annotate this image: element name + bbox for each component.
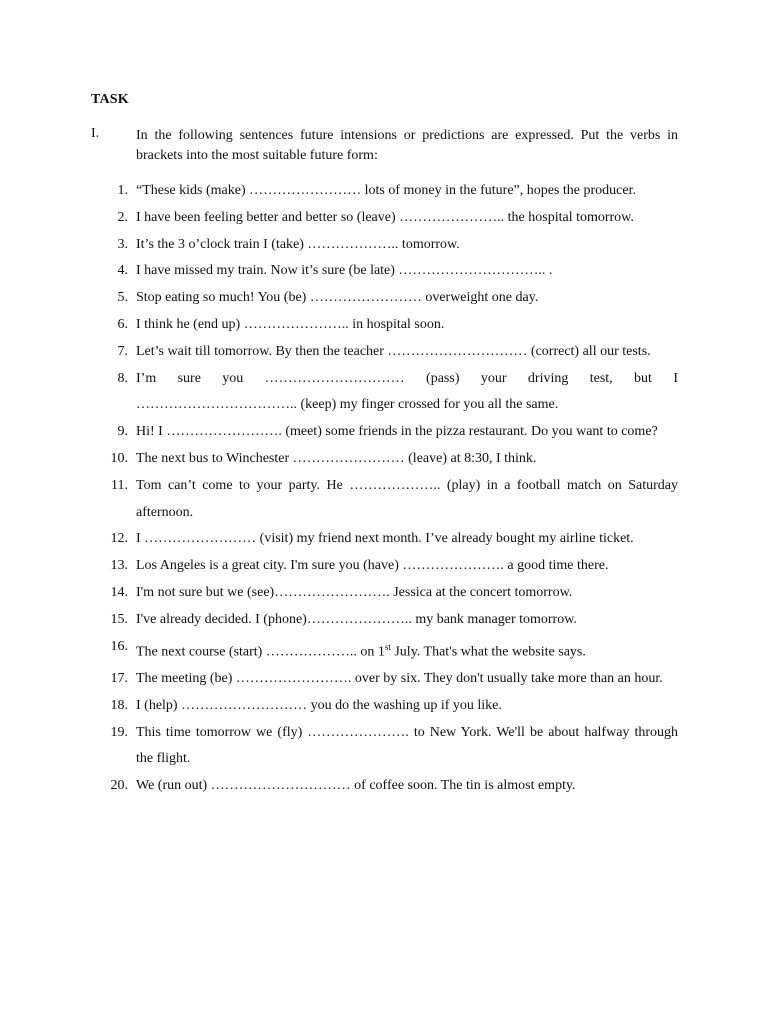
exercise-item [100, 580, 678, 607]
item-number: 14. [110, 584, 128, 600]
item-text: I've already decided. I (phone)………………….. my bank manager tomorrow. [136, 611, 577, 627]
item-text: We (run out) ………………………… of coffee soon. The tin is almost empty. [136, 778, 576, 794]
item-number: 10. [110, 450, 128, 466]
exercise-item [100, 693, 678, 720]
exercise-list [100, 178, 678, 800]
item-text: It’s the 3 o’clock train I (take) ……………….. tomorrow. [136, 236, 460, 252]
item-text: I …………………… (visit) my friend next month. I’ve already bought my airline ticket. [136, 531, 634, 547]
item-number: 13. [110, 558, 128, 574]
item-text: I (help) ……………………… you do the washing up if you like. [136, 697, 502, 713]
item-text: I have missed my train. Now it’s sure (be late) ………………………….. . [136, 263, 553, 279]
exercise-item [100, 473, 678, 527]
item-text: I think he (end up) ………………….. in hospital soon. [136, 316, 445, 332]
item-text: I have been feeling better and better so (leave) ………………….. the hospital tomorrow. [136, 209, 634, 225]
exercise-item [100, 258, 678, 285]
exercise-item [100, 178, 678, 205]
item-text: The next bus to Winchester …………………… (leave) at 8:30, I think. [136, 450, 537, 466]
exercise-item [100, 339, 678, 366]
exercise-item [100, 720, 678, 774]
page-title: TASK [91, 92, 129, 107]
ordinal-superscript: st [384, 641, 391, 652]
item-text: Los Angeles is a great city. I'm sure you (have) …………………. a good time there. [136, 558, 609, 574]
item-number: 16. [110, 638, 128, 654]
item-number: 2. [117, 209, 128, 225]
item-number: 19. [110, 724, 128, 740]
exercise-item [100, 312, 678, 339]
exercise-item [100, 553, 678, 580]
exercise-item [100, 419, 678, 446]
section-number: I. [91, 126, 100, 141]
item-text [136, 634, 678, 666]
item-text: I'm not sure but we (see)……………………. Jessica at the concert tomorrow. [136, 584, 573, 600]
item-number: 18. [110, 697, 128, 713]
exercise-item [100, 446, 678, 473]
item-number: 20. [110, 778, 128, 794]
item-text: “These kids (make) …………………… lots of money in the future”, hopes the producer. [136, 183, 636, 198]
item-text: I’m sure you ………………………… (pass) your driving test, but I …………………………….. (keep) my finger crossed for you all the same. [136, 370, 678, 413]
item-number: 11. [111, 477, 128, 493]
item-number: 6. [117, 316, 128, 332]
item-text-before: The next course (start) ……………….. on 1 [136, 644, 385, 660]
section-instructions: In the following sentences future intensions or predictions are expressed. Put the verbs in brackets into the most suitable future form: [136, 128, 678, 163]
exercise-item [100, 634, 678, 666]
exercise-item [100, 285, 678, 312]
item-number: 7. [117, 343, 128, 359]
item-number: 1. [117, 183, 128, 198]
item-number: 3. [117, 236, 128, 252]
item-number: 12. [110, 531, 128, 547]
item-text: Stop eating so much! You (be) …………………… overweight one day. [136, 290, 539, 306]
item-text-after: July. That's what the website says. [390, 644, 586, 660]
item-text: The meeting (be) ……………………. over by six. They don't usually take more than an hour. [136, 671, 663, 686]
item-number: 8. [117, 370, 128, 386]
item-text: Tom can’t come to your party. He ……………….. (play) in a football match on Saturday afternoon. [136, 477, 678, 520]
exercise-item [100, 773, 678, 800]
item-number: 9. [117, 424, 128, 440]
exercise-item [100, 666, 678, 693]
exercise-item [100, 205, 678, 232]
item-number: 5. [117, 290, 128, 306]
exercise-item [100, 232, 678, 259]
exercise-item [100, 526, 678, 553]
exercise-item [100, 366, 678, 420]
item-text: This time tomorrow we (fly) …………………. to New York. We'll be about halfway through the flight. [136, 724, 678, 767]
item-number: 4. [117, 263, 128, 279]
item-number: 17. [110, 671, 128, 686]
item-text: Hi! I ……………………. (meet) some friends in the pizza restaurant. Do you want to come? [136, 424, 658, 440]
item-number: 15. [110, 611, 128, 627]
item-text: Let’s wait till tomorrow. By then the teacher ………………………… (correct) all our tests. [136, 343, 651, 359]
exercise-item [100, 607, 678, 634]
